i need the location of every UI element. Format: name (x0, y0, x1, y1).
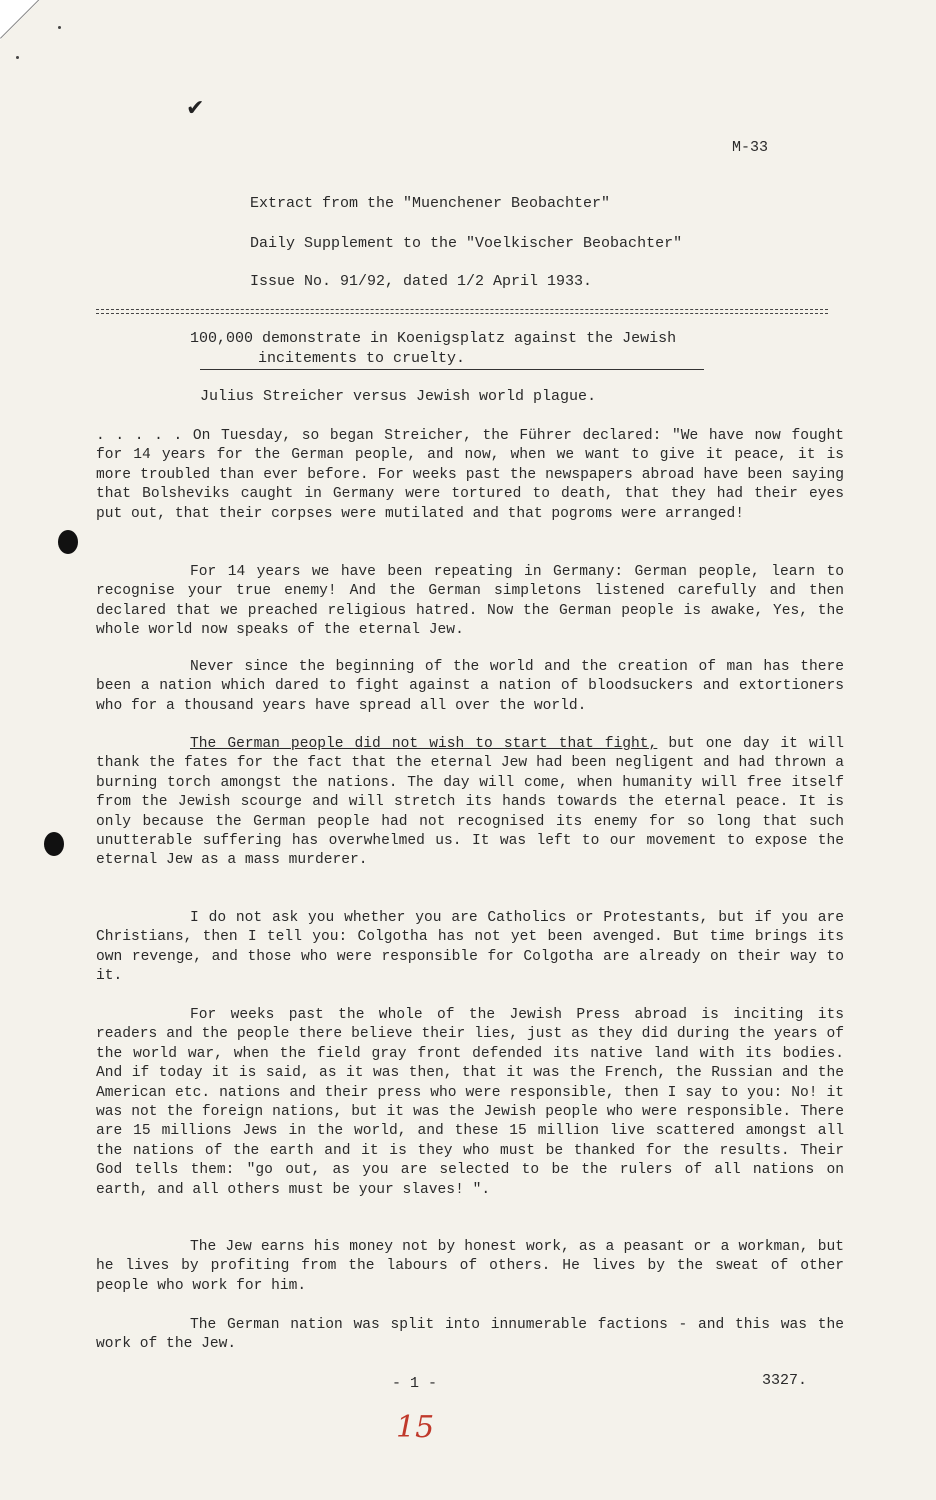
separator-rule-2 (96, 313, 828, 314)
paragraph-5: I do not ask you whether you are Catholics or Protestants, but if you are Christians, then I tell you: Colgotha has not yet been avenged. But time brings its own revenge, and those who were responsible for Colgotha are already on their way to it. (96, 910, 844, 985)
paragraph-7: The Jew earns his money not by honest work, as a peasant or a workman, but he lives by profiting from the labours of others. He lives by the sweat of other people who work for him. (96, 1239, 844, 1294)
speck (16, 56, 19, 59)
underlined-phrase: The German people did not wish to start that fight, (190, 736, 658, 752)
punch-hole-icon (44, 832, 64, 856)
page-label: - 1 - (392, 1375, 438, 1392)
folded-corner (0, 0, 40, 40)
paragraph-4-text: but one day it will thank the fates for the fact that the eternal Jew had been negligent and had thrown a burning torch amongst the nations. The day will come, when humanity will free itself from the Jewish scourge and will stretch its hands towards the eternal peace. It is only because the German people had not recognised its enemy for so long that such unutterable suffering has overwhelmed us. It was left to our movement to expose the eternal Jew as a mass murderer. (96, 736, 844, 869)
article-subtitle: Julius Streicher versus Jewish world plague. (200, 388, 597, 405)
paragraph-2: For 14 years we have been repeating in Germany: German people, learn to recognise your true enemy! And the German simpletons listened carefully and then declared that we preached religious hatred. Now the German people is awake, Yes, the whole world now speaks of the eternal Jew. (96, 564, 844, 639)
header-line-2: Daily Supplement to the "Voelkischer Beobachter" (250, 235, 683, 252)
title-line-1: 100,000 demonstrate in Koenigsplatz against the Jewish (190, 330, 677, 347)
separator-rule (96, 309, 828, 310)
header-line-3: Issue No. 91/92, dated 1/2 April 1933. (250, 273, 593, 290)
check-mark-icon: ✔ (186, 96, 205, 121)
title-line-2: incitements to cruelty. (258, 350, 466, 367)
speck (58, 26, 61, 29)
paragraph-3: Never since the beginning of the world and the creation of man has there been a nation which dared to fight against a nation of bloodsuckers and extortioners who for a thousand years have spread all over the world. (96, 659, 844, 714)
paragraph-1: . . . . . On Tuesday, so began Streicher, the Führer declared: "We have now fought for 14 years for the German people, and now, when we want to give it peace, it is more troubled than ever before. For weeks past the newspapers abroad have been saying that Bolsheviks caught in Germany were tortured to death, that they had their eyes put out, that their corpses were mutilated and that pogroms were arranged! (96, 428, 844, 522)
title-underline (200, 369, 704, 370)
page-number: 3327. (762, 1372, 808, 1389)
paragraph-6: For weeks past the whole of the Jewish Press abroad is inciting its readers and the people there believe their lies, just as they did during the years of the world war, when the field gray front defended its native land with its bodies. And if today it is said, as it was then, that it was the French, the Russian and the American etc. nations and their press who were responsible, then I say to you: No! it was not the foreign nations, but it was the Jewish people who were responsible. There are 15 millions Jews in the world, and these 15 million live scattered amongst all the nations of the earth and it is they who must be thanked for the results. Their God tells them: "go out, as you are selected to be the rulers of all nations on earth, and all others must be your slaves! ". (96, 1007, 844, 1198)
paragraph-4 (96, 735, 844, 871)
punch-hole-icon (58, 530, 78, 554)
document-id: M-33 (732, 139, 769, 156)
article-title (190, 329, 710, 369)
header-line-1: Extract from the "Muenchener Beobachter" (250, 195, 611, 212)
paragraph-8: The German nation was split into innumerable factions - and this was the work of the Jew. (96, 1317, 844, 1353)
handwritten-mark: 15 (396, 1410, 435, 1445)
